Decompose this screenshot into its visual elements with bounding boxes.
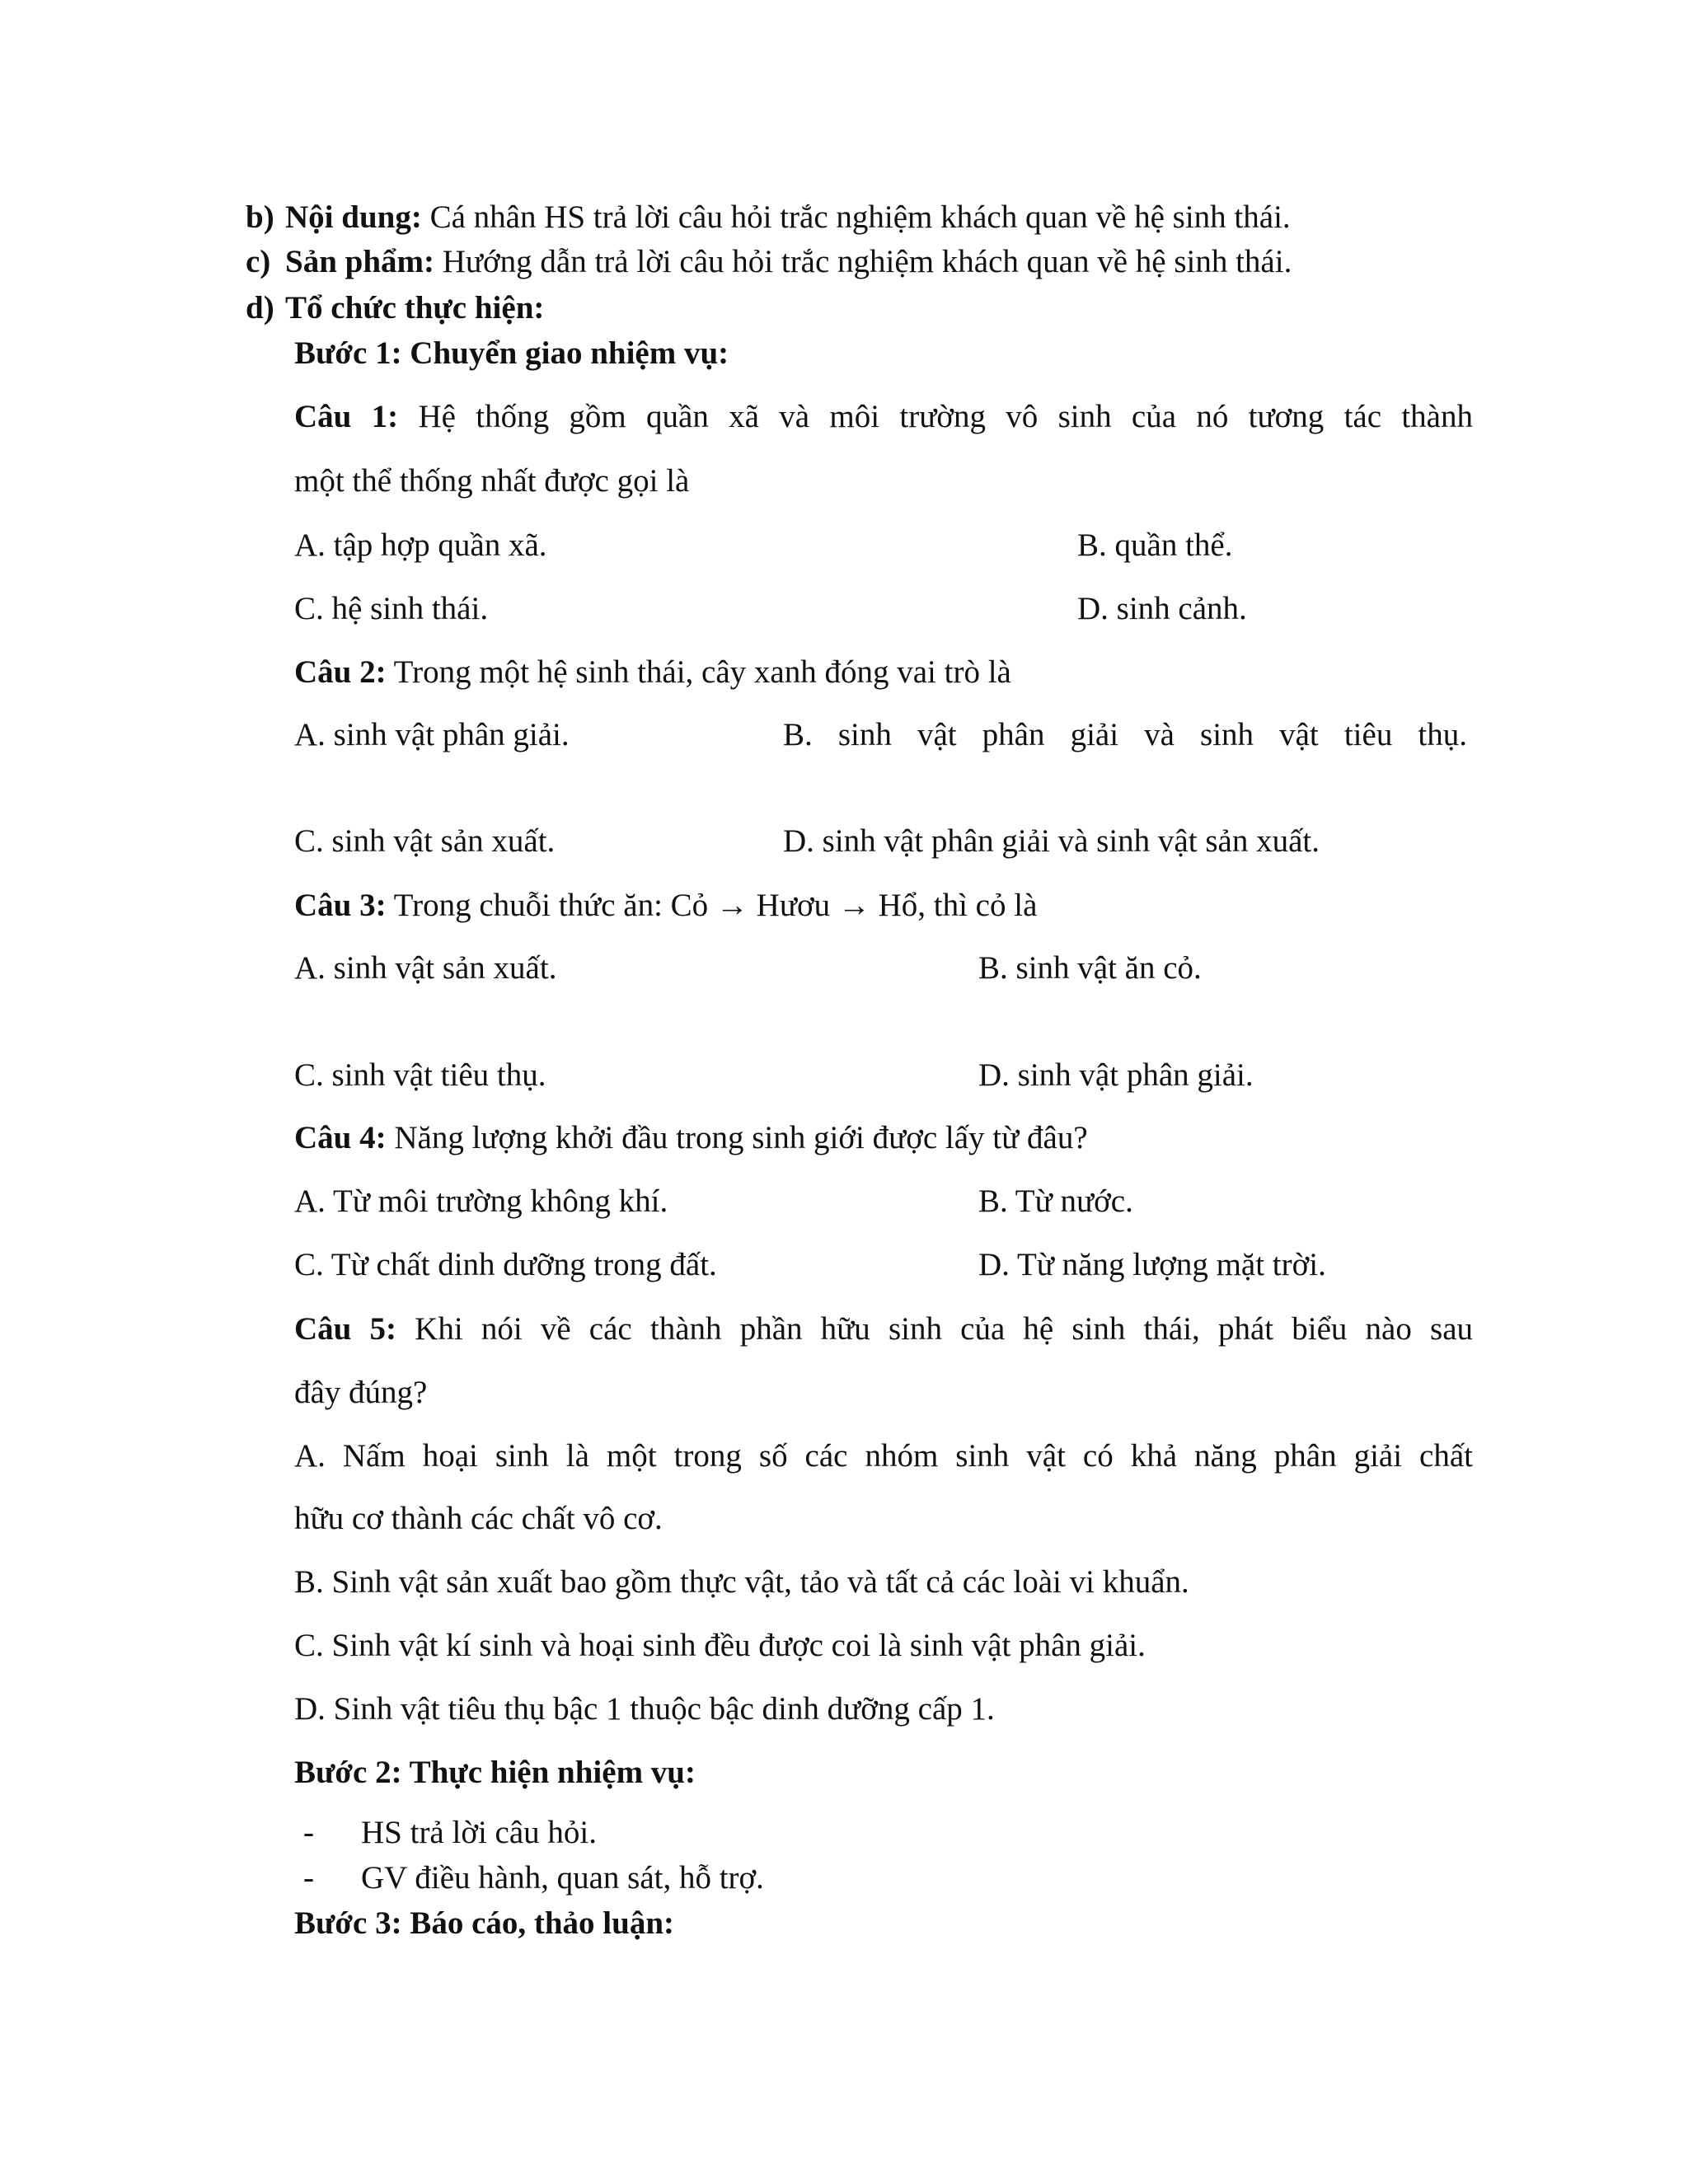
section-b-text: Cá nhân HS trả lời câu hỏi trắc nghiệm khách quan về hệ sinh thái. [421, 199, 1291, 235]
q3-option-d: D. sinh vật phân giải. [978, 1057, 1254, 1093]
q4-option-a: A. Từ môi trường không khí. [294, 1183, 668, 1219]
q1-option-b: B. quần thể. [1077, 527, 1233, 563]
step-1-heading: Bước 1: Chuyển giao nhiệm vụ: [294, 335, 729, 371]
section-c-text: Hướng dẫn trả lời câu hỏi trắc nghiệm khách quan về hệ sinh thái. [434, 244, 1292, 279]
section-b: b) Nội dung: Cá nhân HS trả lời câu hỏi trắc nghiệm khách quan về hệ sinh thái. [246, 199, 1291, 235]
section-b-title: Nội dung: [285, 199, 422, 235]
q2-option-c: C. sinh vật sản xuất. [294, 823, 556, 859]
list-item: - HS trả lời câu hỏi. [303, 1815, 597, 1850]
section-d-title: Tổ chức thực hiện: [285, 290, 545, 326]
step-3-heading: Bước 3: Báo cáo, thảo luận: [294, 1905, 675, 1941]
list-item: - GV điều hành, quan sát, hỗ trợ. [303, 1860, 764, 1896]
question-5: Câu 5: Khi nói về các thành phần hữu sinh của hệ sinh thái, phát biểu nào sau [294, 1311, 1474, 1347]
q1-option-d: D. sinh cảnh. [1077, 591, 1247, 626]
q5-option-d: D. Sinh vật tiêu thụ bậc 1 thuộc bậc dinh dưỡng cấp 1. [294, 1691, 995, 1727]
question-3: Câu 3: Trong chuỗi thức ăn: Cỏ → Hươu → Hổ, thì cỏ là [294, 888, 1038, 923]
q2-option-a: A. sinh vật phân giải. [294, 717, 570, 752]
step-2-heading: Bước 2: Thực hiện nhiệm vụ: [294, 1755, 696, 1790]
section-c-title: Sản phẩm: [285, 244, 434, 279]
q5-option-a: A. Nấm hoại sinh là một trong số các nhóm sinh vật có khả năng phân giải chất [294, 1438, 1473, 1474]
question-4: Câu 4: Năng lượng khởi đầu trong sinh giới được lấy từ đâu? [294, 1120, 1088, 1155]
q5-option-b: B. Sinh vật sản xuất bao gồm thực vật, tảo và tất cả các loài vi khuẩn. [294, 1564, 1189, 1600]
q5-option-a-cont: hữu cơ thành các chất vô cơ. [294, 1501, 663, 1536]
q5-option-c: C. Sinh vật kí sinh và hoại sinh đều được coi là sinh vật phân giải. [294, 1628, 1146, 1663]
q4-option-d: D. Từ năng lượng mặt trời. [978, 1247, 1326, 1282]
section-d: d) Tổ chức thực hiện: [246, 290, 545, 326]
q2-option-d: D. sinh vật phân giải và sinh vật sản xuất. [783, 823, 1320, 859]
q3-option-c: C. sinh vật tiêu thụ. [294, 1057, 546, 1093]
q1-option-c: C. hệ sinh thái. [294, 591, 489, 626]
question-1: Câu 1: Hệ thống gồm quần xã và môi trường vô sinh của nó tương tác thành [294, 399, 1473, 434]
q4-option-c: C. Từ chất dinh dưỡng trong đất. [294, 1247, 717, 1282]
section-c: c) Sản phẩm: Hướng dẫn trả lời câu hỏi trắc nghiệm khách quan về hệ sinh thái. [246, 244, 1292, 279]
q4-option-b: B. Từ nước. [978, 1183, 1133, 1219]
question-5-cont: đây đúng? [294, 1375, 428, 1410]
question-1-cont: một thể thống nhất được gọi là [294, 463, 690, 499]
q3-option-b: B. sinh vật ăn cỏ. [978, 950, 1202, 986]
q3-option-a: A. sinh vật sản xuất. [294, 950, 557, 986]
question-2: Câu 2: Trong một hệ sinh thái, cây xanh đóng vai trò là [294, 654, 1011, 690]
q1-option-a: A. tập hợp quần xã. [294, 527, 547, 563]
q2-option-b: B. sinh vật phân giải và sinh vật tiêu thụ. [783, 717, 1467, 752]
